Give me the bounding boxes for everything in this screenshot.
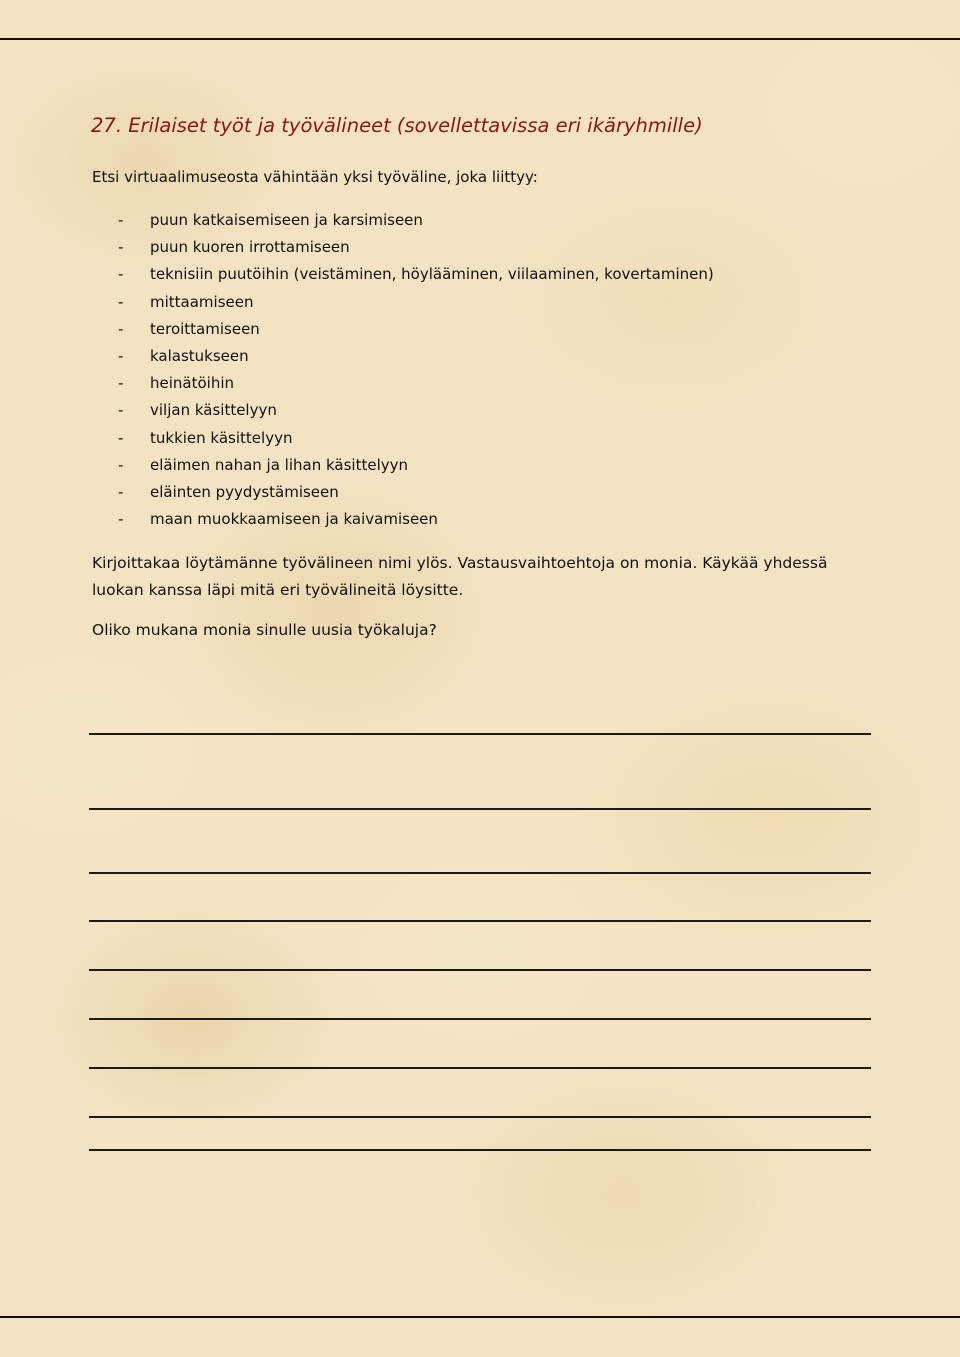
- list-dash: -: [118, 428, 124, 447]
- question-text: Oliko mukana monia sinulle uusia työkaluja?: [92, 621, 437, 639]
- answer-line[interactable]: [89, 808, 871, 810]
- bottom-rule: [0, 1316, 960, 1318]
- list-item: [118, 235, 714, 262]
- list-item: [118, 507, 714, 534]
- list-dash: -: [118, 238, 124, 257]
- list-item-text: teknisiin puutöihin (veistäminen, höylääminen, viilaaminen, kovertaminen): [150, 265, 714, 284]
- list-item-text: viljan käsittelyyn: [150, 401, 277, 420]
- list-item: [118, 208, 714, 235]
- answer-line[interactable]: [89, 1116, 871, 1118]
- answer-line[interactable]: [89, 872, 871, 874]
- answer-line[interactable]: [89, 1067, 871, 1069]
- list-item-text: tukkien käsittelyyn: [150, 428, 293, 447]
- list-dash: -: [118, 292, 124, 311]
- answer-line[interactable]: [89, 1018, 871, 1020]
- list-item-text: kalastukseen: [150, 346, 249, 365]
- list-item-text: eläinten pyydystämiseen: [150, 482, 339, 501]
- page-title: 27. Erilaiset työt ja työvälineet (sovellettavissa eri ikäryhmille): [91, 114, 703, 137]
- list-item-text: puun kuoren irrottamiseen: [150, 238, 350, 257]
- list-item: [118, 453, 714, 480]
- list-item-text: maan muokkaamiseen ja kaivamiseen: [150, 510, 438, 529]
- answer-line[interactable]: [89, 733, 871, 735]
- instruction-text: Kirjoittakaa löytämänne työvälineen nimi ylös. Vastausvaihtoehtoja on monia. Käykää yhdessä luokan kanssa läpi mitä eri työvälineitä löysitte.: [92, 554, 828, 599]
- list-dash: -: [118, 374, 124, 393]
- list-item: [118, 398, 714, 425]
- list-item: [118, 371, 714, 398]
- list-dash: -: [118, 510, 124, 529]
- list-item-text: eläimen nahan ja lihan käsittelyyn: [150, 455, 408, 474]
- list-dash: -: [118, 211, 124, 229]
- list-dash: -: [118, 455, 124, 474]
- answer-line[interactable]: [89, 1149, 871, 1151]
- list-item-text: puun katkaisemiseen ja karsimiseen: [150, 211, 423, 229]
- list-item-text: teroittamiseen: [150, 319, 260, 338]
- list-item: [118, 290, 714, 317]
- list-item: [118, 480, 714, 507]
- answer-line[interactable]: [89, 969, 871, 971]
- list-item: [118, 426, 714, 453]
- list-dash: -: [118, 265, 124, 284]
- list-item: [118, 317, 714, 344]
- intro-text: Etsi virtuaalimuseosta vähintään yksi työväline, joka liittyy:: [92, 168, 538, 186]
- tool-category-list: [118, 208, 714, 534]
- list-item-text: heinätöihin: [150, 374, 235, 393]
- list-item-text: mittaamiseen: [150, 292, 254, 311]
- list-dash: -: [118, 482, 124, 501]
- list-dash: -: [118, 319, 124, 338]
- list-item: [118, 262, 714, 289]
- list-dash: -: [118, 401, 124, 420]
- list-dash: -: [118, 346, 124, 365]
- top-rule: [0, 38, 960, 40]
- answer-line[interactable]: [89, 920, 871, 922]
- list-item: [118, 344, 714, 371]
